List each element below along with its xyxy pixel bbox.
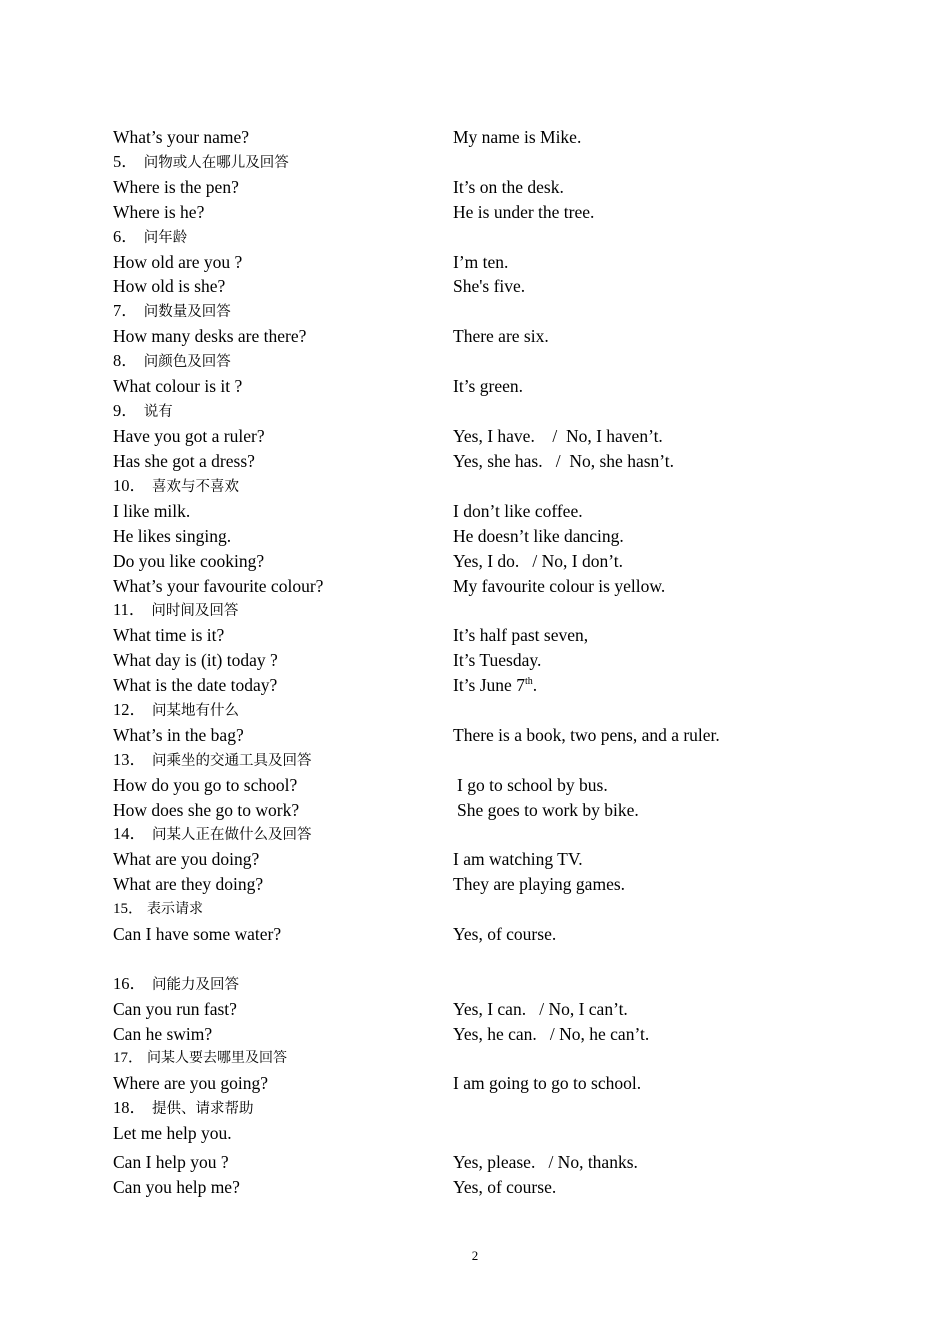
section-heading [113, 349, 231, 373]
qa-row [113, 125, 873, 149]
question-text: How many desks are there? [113, 326, 307, 346]
qa-row [113, 847, 873, 871]
qa-row [113, 499, 873, 523]
question-text: What day is (it) today ? [113, 650, 278, 670]
section-title: 问某人要去哪里及回答 [147, 1050, 288, 1066]
section-number: 14． [113, 824, 146, 843]
answer-main: It’s on the desk. [453, 177, 564, 197]
section-number: 9． [113, 401, 138, 420]
qa-row [113, 773, 873, 797]
answer-text [457, 773, 608, 797]
section-heading [113, 1096, 254, 1120]
section-heading [113, 972, 239, 996]
section-heading [113, 748, 312, 772]
answer-main: My favourite colour is yellow. [453, 576, 666, 596]
question-text: What colour is it ? [113, 376, 243, 396]
answer-text [453, 648, 541, 672]
answer-main: Yes, I do. / No, I don’t. [453, 551, 623, 571]
section-number: 15． [113, 901, 144, 917]
qa-row [113, 997, 873, 1021]
qa-row [113, 250, 873, 274]
question-text: Have you got a ruler? [113, 426, 265, 446]
section-title: 问年龄 [143, 230, 188, 246]
answer-text [453, 997, 628, 1021]
section-heading [113, 598, 238, 622]
qa-row [113, 872, 873, 896]
answer-main: Yes, of course. [453, 1177, 557, 1197]
question-text: He likes singing. [113, 526, 232, 546]
qa-row [113, 922, 873, 946]
section-heading [113, 822, 312, 846]
answer-text [453, 1175, 556, 1199]
section-title: 问某地有什么 [152, 703, 239, 719]
answer-text [453, 1071, 641, 1095]
answer-tail: . [532, 675, 538, 695]
question-text: Where is the pen? [113, 177, 239, 197]
answer-text [453, 499, 583, 523]
qa-row [113, 1071, 873, 1095]
answer-main: She's five. [453, 276, 526, 296]
question-text: How do you go to school? [113, 775, 298, 795]
answer-text [453, 449, 674, 473]
answer-text [453, 574, 665, 598]
question-text: Can you run fast? [113, 999, 237, 1019]
section-number: 12． [113, 700, 146, 719]
question-text: Can I have some water? [113, 924, 282, 944]
section-title: 表示请求 [147, 901, 204, 917]
section-heading [113, 897, 203, 921]
question-text: Where is he? [113, 202, 205, 222]
question-text: Let me help you. [113, 1123, 232, 1143]
question-text: What’s your favourite colour? [113, 576, 324, 596]
answer-main: I don’t like coffee. [453, 501, 583, 521]
section-number: 16． [113, 974, 146, 993]
qa-row [113, 200, 873, 224]
question-text: What’s in the bag? [113, 725, 244, 745]
answer-main: Yes, he can. / No, he can’t. [453, 1024, 650, 1044]
qa-row [113, 673, 873, 697]
qa-row [113, 524, 873, 548]
qa-row [113, 648, 873, 672]
section-number: 6． [113, 227, 138, 246]
answer-text [453, 723, 720, 747]
page-number: 2 [471, 1248, 479, 1263]
answer-main: Yes, I can. / No, I can’t. [453, 999, 628, 1019]
question-text: How does she go to work? [113, 800, 300, 820]
section-number: 10． [113, 476, 146, 495]
section-number: 7． [113, 301, 138, 320]
qa-row [113, 549, 873, 573]
answer-text [453, 922, 556, 946]
answer-main: I go to school by bus. [457, 775, 608, 795]
answer-main: They are playing games. [453, 874, 626, 894]
section-heading [113, 474, 239, 498]
section-title: 问物或人在哪儿及回答 [143, 155, 289, 171]
section-title: 说有 [143, 404, 173, 420]
answer-text [453, 200, 594, 224]
answer-text [453, 374, 523, 398]
qa-row [113, 1175, 873, 1199]
answer-main: Yes, she has. / No, she hasn’t. [453, 451, 675, 471]
section-heading [113, 299, 231, 323]
section-title: 问时间及回答 [151, 603, 239, 619]
answer-main: Yes, I have. / No, I haven’t. [453, 426, 663, 446]
question-text: What time is it? [113, 625, 225, 645]
section-heading [113, 225, 187, 249]
question-text: How old is she? [113, 276, 226, 296]
section-title: 问乘坐的交通工具及回答 [152, 753, 312, 769]
qa-row [113, 274, 873, 298]
section-title: 问数量及回答 [143, 304, 231, 320]
answer-text [453, 549, 623, 573]
answer-text [453, 424, 663, 448]
question-text: Do you like cooking? [113, 551, 265, 571]
qa-row [113, 175, 873, 199]
section-number: 8． [113, 351, 138, 370]
answer-text [457, 798, 639, 822]
question-text: What are you doing? [113, 849, 260, 869]
answer-text [453, 673, 537, 697]
question-text: What is the date today? [113, 675, 278, 695]
answer-main: There are six. [453, 326, 549, 346]
answer-main: It’s half past seven, [453, 625, 589, 645]
section-title: 问某人正在做什么及回答 [152, 827, 312, 843]
answer-main: I am watching TV. [453, 849, 583, 869]
qa-row [113, 623, 873, 647]
section-title: 提供、请求帮助 [152, 1101, 254, 1117]
answer-main: He is under the tree. [453, 202, 595, 222]
question-text: Can you help me? [113, 1177, 240, 1197]
answer-main: I’m ten. [453, 252, 509, 272]
qa-row [113, 1150, 873, 1174]
qa-row [113, 324, 873, 348]
question-text: What’s your name? [113, 127, 250, 147]
answer-text [453, 524, 624, 548]
answer-text [453, 1022, 649, 1046]
qa-row [113, 798, 873, 822]
question-text: Can he swim? [113, 1024, 213, 1044]
section-heading [113, 698, 239, 722]
qa-row [113, 723, 873, 747]
answer-text [453, 872, 625, 896]
qa-row [113, 449, 873, 473]
qa-row [113, 424, 873, 448]
answer-main: I am going to go to school. [453, 1073, 642, 1093]
qa-row [113, 374, 873, 398]
question-text: I like milk. [113, 501, 191, 521]
answer-main: Yes, of course. [453, 924, 557, 944]
answer-text [453, 1150, 638, 1174]
section-title: 问颜色及回答 [143, 354, 231, 370]
qa-row [113, 1022, 873, 1046]
answer-text [453, 623, 588, 647]
answer-main: Yes, please. / No, thanks. [453, 1152, 638, 1172]
answer-text [453, 175, 564, 199]
answer-text [453, 847, 583, 871]
question-text: Where are you going? [113, 1073, 268, 1093]
answer-main: It’s Tuesday. [453, 650, 542, 670]
answer-main: It’s June 7 [453, 675, 525, 695]
question-text: Can I help you ? [113, 1152, 229, 1172]
section-number: 17． [113, 1050, 144, 1066]
answer-main: He doesn’t like dancing. [453, 526, 624, 546]
answer-main: She goes to work by bike. [457, 800, 639, 820]
answer-main: It’s green. [453, 376, 523, 396]
question-text: What are they doing? [113, 874, 264, 894]
section-number: 13． [113, 750, 146, 769]
answer-main: My name is Mike. [453, 127, 582, 147]
answer-text [453, 250, 508, 274]
answer-main: There is a book, two pens, and a ruler. [453, 725, 720, 745]
section-title: 喜欢与不喜欢 [152, 479, 239, 495]
section-number: 11． [113, 600, 146, 619]
qa-row [113, 574, 873, 598]
question-text: How old are you ? [113, 252, 243, 272]
section-number: 18． [113, 1098, 146, 1117]
section-heading [113, 1046, 287, 1070]
question-text: Has she got a dress? [113, 451, 255, 471]
answer-text [453, 324, 549, 348]
section-heading [113, 150, 289, 174]
section-heading [113, 399, 173, 423]
section-title: 问能力及回答 [152, 977, 239, 993]
ordinal-suffix: th [524, 676, 533, 688]
qa-row [113, 1121, 873, 1145]
answer-text [453, 125, 581, 149]
section-number: 5． [113, 152, 138, 171]
answer-text [453, 274, 525, 298]
